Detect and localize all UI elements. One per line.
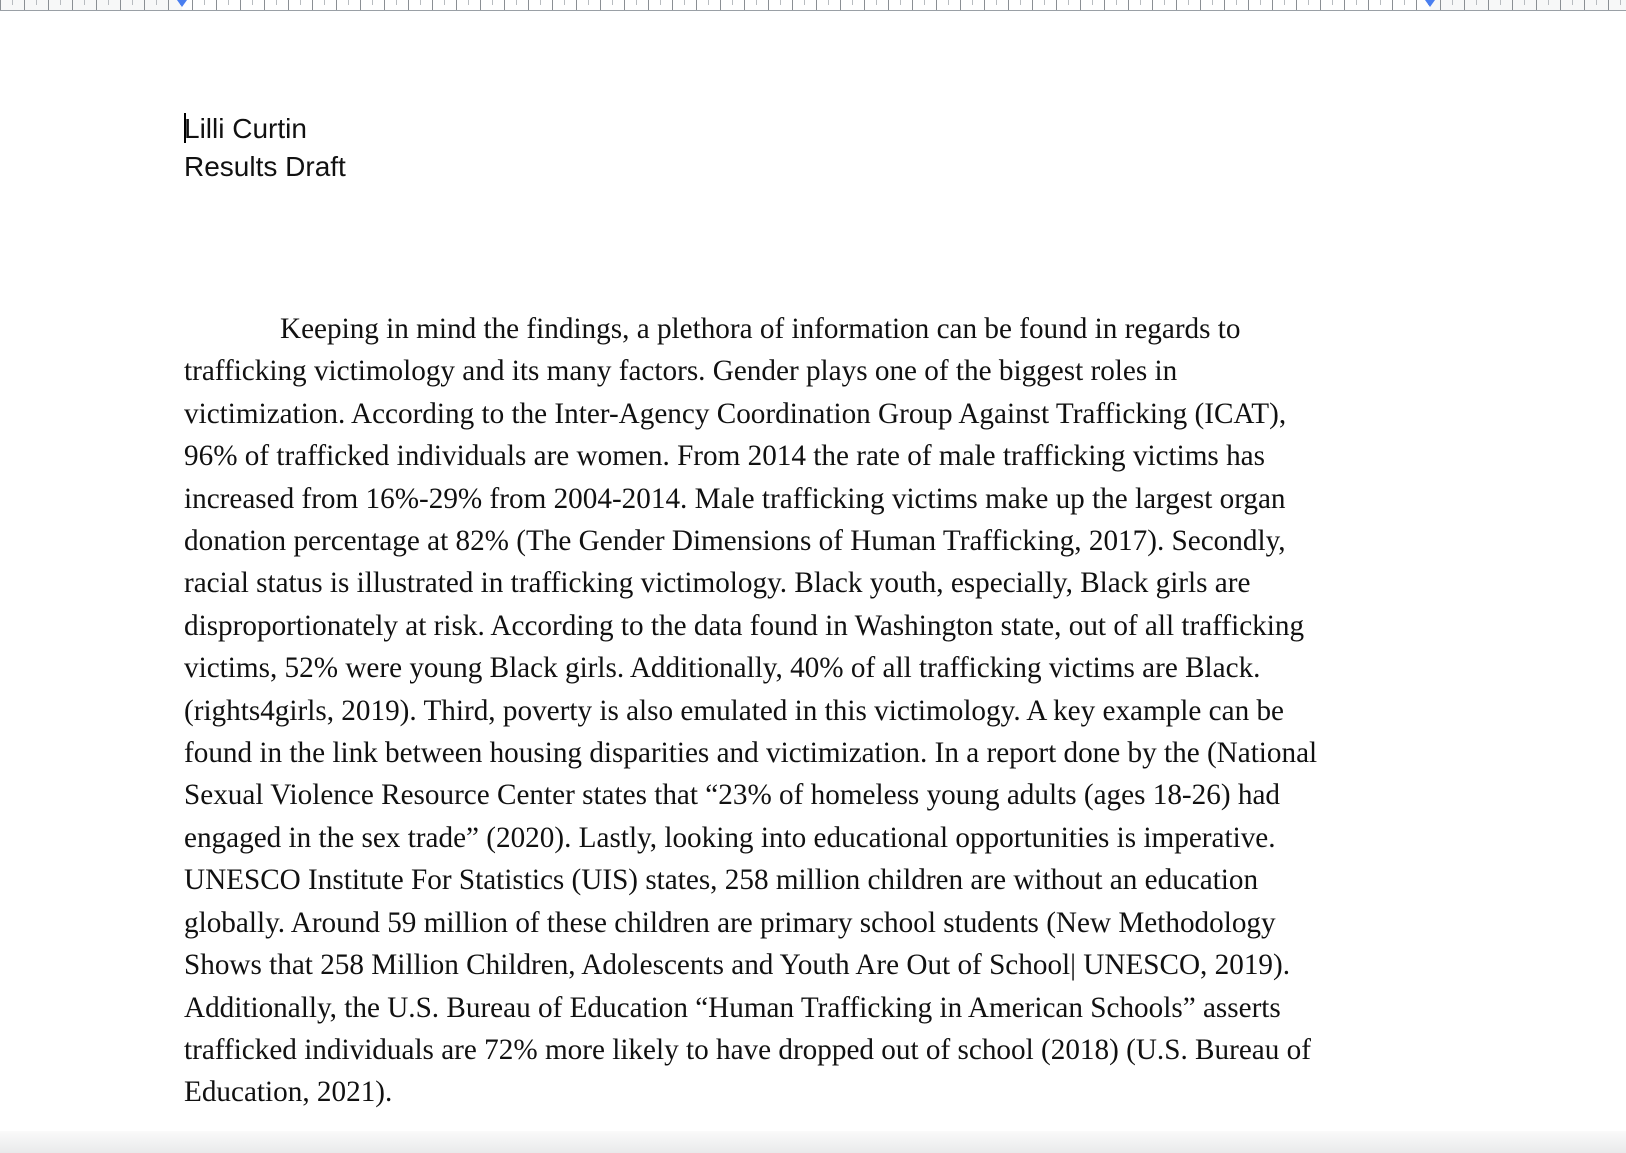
body-text-line[interactable]: UNESCO Institute For Statistics (UIS) states, 258 million children are without an education — [184, 864, 1259, 897]
body-text-line[interactable]: trafficking victimology and its many factors. Gender plays one of the biggest roles in — [184, 355, 1178, 388]
body-text-line[interactable]: trafficked individuals are 72% more likely to have dropped out of school (2018) (U.S. Bureau of — [184, 1033, 1311, 1066]
body-text-line[interactable]: victimization. According to the Inter-Agency Coordination Group Against Trafficking (ICAT), — [184, 397, 1287, 430]
body-text-line[interactable]: (rights4girls, 2019). Third, poverty is also emulated in this victimology. A key example can be — [184, 694, 1285, 727]
document-page[interactable] — [0, 11, 1626, 1131]
author-name: Lilli Curtin — [184, 113, 307, 144]
right-indent-marker[interactable] — [1425, 0, 1435, 7]
body-text-line[interactable]: Keeping in mind the findings, a plethora of information can be found in regards to — [280, 313, 1241, 345]
body-text-line[interactable]: Additionally, the U.S. Bureau of Education “Human Trafficking in American Schools” asserts — [184, 991, 1281, 1024]
title-line[interactable]: Results Draft — [184, 151, 346, 182]
ruler-ticks — [0, 0, 1626, 10]
body-text-line[interactable]: Education, 2021). — [184, 1076, 393, 1109]
body-text-line[interactable]: disproportionately at risk. According to the data found in Washington state, out of all trafficking — [184, 609, 1305, 642]
body-text-line[interactable]: globally. Around 59 million of these children are primary school students (New Methodology — [184, 906, 1276, 939]
body-text-line[interactable]: engaged in the sex trade” (2020). Lastly, looking into educational opportunities is imperative. — [184, 821, 1276, 854]
body-text-line[interactable]: Shows that 258 Million Children, Adolescents and Youth Are Out of School| UNESCO, 2019). — [184, 949, 1291, 982]
body-text-line[interactable]: donation percentage at 82% (The Gender Dimensions of Human Trafficking, 2017). Secondly, — [184, 525, 1286, 558]
ruler[interactable] — [0, 0, 1626, 11]
body-text-line[interactable]: increased from 16%-29% from 2004-2014. Male trafficking victims make up the largest organ — [184, 482, 1286, 515]
author-line[interactable] — [184, 110, 346, 148]
left-indent-marker[interactable] — [177, 0, 187, 7]
body-text-line[interactable]: racial status is illustrated in trafficking victimology. Black youth, especially, Black girls are — [184, 567, 1251, 600]
body-text-line[interactable]: found in the link between housing disparities and victimization. In a report done by the (National — [184, 737, 1318, 770]
bottom-scroll-area — [0, 1131, 1626, 1153]
body-text-line[interactable]: victims, 52% were young Black girls. Additionally, 40% of all trafficking victims are Black. — [184, 652, 1261, 685]
body-text-line[interactable]: Sexual Violence Resource Center states that “23% of homeless young adults (ages 18-26) had — [184, 779, 1280, 812]
body-text-line[interactable]: 96% of trafficked individuals are women. From 2014 the rate of male trafficking victims has — [184, 440, 1265, 473]
document-header[interactable] — [184, 110, 346, 186]
body-paragraph[interactable] — [184, 308, 1434, 1114]
